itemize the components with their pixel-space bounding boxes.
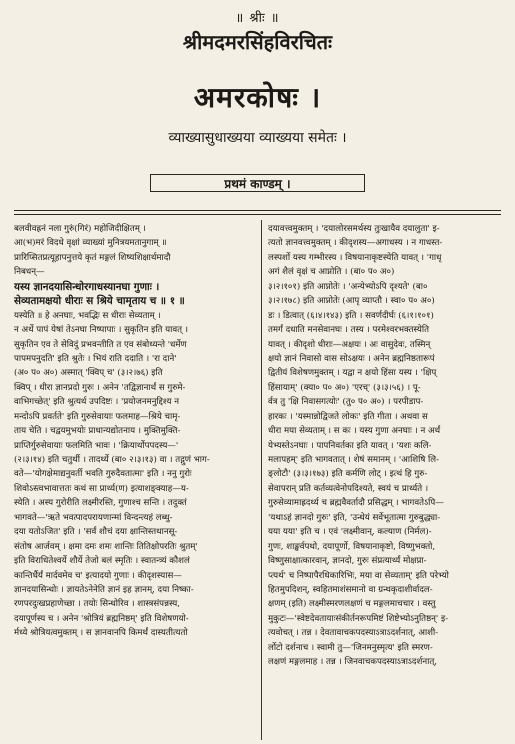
text-line: र्मध्ये श्रोत्रियत्वमुक्तम् । स ज्ञानवानपि किमर्थं दास्यतीत्यतो: [14, 628, 188, 639]
text-line: क्षयो ज्ञानं निवासो वास सोऽक्षयः । अनेन ब्रह्मनिष्ठतारूपं: [268, 353, 435, 364]
text-line: र्वत्र तु 'क्षि निवासगत्योः' (तु० प० अ०) । परपीडाप-: [268, 397, 424, 408]
text-line: लस्पर्शो यस्य गम्भीरस्य । विषयानाकृष्टस्येति यावत् । 'गाधृ: [268, 252, 442, 263]
text-line: त्यवोचत् । तन्न । देवतावाचकपदस्याऽत्राऽदर्शनात्, आशी-: [268, 628, 439, 639]
text-line: डः । डित्वात् (६।४।१४३) इति । सवर्णदीर्घः (६।१।१०१): [268, 310, 434, 321]
text-line: प्राप्तिर्गुरुसेवायाः फलमिति भावः । 'क्रियार्थोपपदस्य—': [14, 440, 179, 451]
text-line: हिंसायाम्' (क्या० प० अ०) 'एरच्' (३।३।५६) । पू-: [268, 382, 421, 393]
text-line: येभ्यस्तेऽनघाः । पापनिवर्तका इति यावत् । 'यशः कलि-: [268, 440, 432, 451]
text-line: विष्णुसाक्षात्कारवान्, ज्ञानदो, गुरुः संप्रत्यार्थ्यं मोक्षप्रा-: [268, 556, 427, 567]
text-line: न अर्थे पापं येषां तेऽनघा निष्पापाः । सुकृतिन इति यावत् ।: [14, 325, 189, 336]
text-line: हितमुपदिशन्, स्वहितमाशंसमानो वा ग्रन्थकृदाशीर्वादल-: [268, 584, 433, 595]
text-line: त्यतो ज्ञानवत्त्वमुक्तम् । कीदृशस्य—अगाधस्य । न गाधस्त-: [268, 238, 443, 249]
text-line: मलापहम्' इति भागवतात् । शेषं समानम् । 'आशिषि लि-: [268, 455, 440, 465]
text-line: गुरुसेव्यामाह्रदर्थ्य च ब्रह्मवैवर्तादौ प्रसिद्धम् । भागवतेऽपि—: [268, 498, 444, 509]
commentary-subtitle: व्याख्यासुधाख्यया व्याख्यया समेतः ।: [168, 130, 347, 146]
text-line: भागवते—'ऋते भवत्पादपरायणान्मां विन्दन्त्यहं लब्धु-: [14, 512, 173, 523]
text-line: हारकः । 'यस्मान्नोद्विजते लोकः' इति गीता । अथवा स: [268, 411, 428, 422]
text-line: वते—'योगक्षेमाद्यनुवर्ती भवति गुरुदैवतात्मा' इति । ननु गुरोः: [14, 469, 192, 480]
text-line: वाभिगच्छेत्' इति श्रुत्यर्थ उपदिष्टः । 'प्रयोजनमनुद्दिश्य न: [14, 397, 180, 408]
left-column: [14, 222, 253, 641]
text-line: यस्य ज्ञानदयासिन्धोरगाधस्यानघा गुणाः ।: [14, 280, 160, 293]
text-line: शिवोऽस्त्वभावात्ततः कथं सा प्रार्थ्य(ण) इत्याशङ्क्याह—य-: [14, 483, 189, 494]
header-rule-thin: [14, 214, 501, 215]
text-line: दयावत्त्वमुक्तम् । 'दयालोरसमर्थस्य तुःखायैव दयालुता' इ-: [268, 224, 440, 234]
text-line: निबधन्—: [14, 267, 45, 278]
text-line: यावत् । कीदृशो धीराः—अक्षयः । अः वासुदेवः, तस्मिन्: [268, 339, 431, 350]
text-line: बलवीवह्रनं नला गुरुं(गिरं) महोजिदीक्षितम् ।: [14, 224, 146, 234]
chapter-heading: [150, 170, 365, 196]
text-line: तमर्गं दधाति मनसेवानघः । तस्य । परमेश्वरभक्तस्येति: [268, 325, 429, 336]
text-line: पापमपनुदति' इति श्रुतेः । भियं राति ददाति । 'रा दाने': [14, 353, 177, 364]
column-divider: [261, 220, 262, 740]
text-line: द्वितीयं विशेषणमुक्तम् । यद्वा न क्षयो हिंसा यस्य । 'क्षिप्: [268, 368, 437, 379]
text-line: ङ्लोटौ' (३।३।१७३) इति कर्मणि लोट् । इत्थं हि गुरु-: [268, 469, 428, 480]
text-line: ज्ञानदयासिन्धोः । ज्ञायतेऽनेनेति ज्ञानं इह ज्ञानम्, दया निष्का-: [14, 584, 194, 595]
text-line: गुणः, शाङ्खर्वपथो, दयापूर्णो, विषयानाकृष्टो, विष्णुभक्तो,: [268, 541, 436, 552]
text-line: (२।३।१४) इति चतुर्थी । तादर्थ्ये (बा० २।३।१३) वा । तद्गुणं भाग-: [14, 455, 210, 465]
text-line: 'यथाऽहं ज्ञानदो गुरुः' इति, 'उन्धेयं सर्वेभूतात्मा गुरुबुद्ध्या-: [268, 512, 441, 523]
text-line: ३।२।१०१) इति आप्नोतेः । 'अन्येभ्योऽपि दृश्यते' (बा०: [268, 281, 428, 292]
right-column: [268, 222, 501, 670]
text-line: स्येति । अस्य गुरोरीति लक्ष्मीरस्ति, गुणाश्च सन्ति । तदुक्तं: [14, 498, 187, 509]
text-line: मुकुटः—'स्वेष्टदेवतायाःसंकीर्तनरूपमिष्टं शिष्टेभ्योऽनुतिष्ठन्' इ-: [268, 613, 449, 624]
text-line: मन्दोऽपि प्रवर्तते' इति गुरुसेवायाः फलमाह—श्रिये चामृ-: [14, 411, 181, 422]
text-line: अगं शैलं वृक्षं च आप्नोति । (बा० प० अ०): [268, 267, 395, 278]
text-line: सेवापरान् प्रति कर्तव्यत्वेनोपदिश्यते, स्वयं च प्रार्थ्यते ।: [268, 483, 429, 494]
author-title: श्रीमदमरसिंहविरचितः: [182, 30, 333, 54]
text-line: सेव्यतामक्षयो धीराः स श्रिये चामृताय च ॥ १ ॥: [14, 295, 185, 308]
text-line: ताय चेति । चद्वयमुभयोः प्राधान्यद्योतनाय । मुक्तिमुक्ति-: [14, 426, 181, 437]
text-line: रणपरदुःखप्रहाणेच्छा । तयोः सिन्धोरिव । शास्त्रसंपन्नस्य,: [14, 599, 181, 610]
text-line: दयापूर्णस्य च । अनेन 'श्रोत्रियं ब्रह्मनिष्ठम्' इति विशेषणयो-: [14, 613, 189, 624]
text-line: प्त्यर्थ' च निष्पापैरधिकारिभिः, मया वा सेव्यताम्' इति परेभ्यो: [268, 570, 449, 581]
text-line: ३।२।१७८) इति आप्नोतेः (आपृ व्याप्तौ । स्वा० प० अ०): [268, 296, 435, 307]
header-rule: [14, 210, 501, 211]
text-line: दया यतोऽजित' इति । 'सर्वं शौचं दया क्षान्तिस्तथानसू-: [14, 527, 178, 538]
text-line: यया यया' इति च । एवं 'लक्ष्मीवान्, कल्याण (निर्मल)-: [268, 527, 432, 538]
text-line: लक्षणं मङ्गलमाह । तन्न । जिनवाचकपदस्याऽत्राऽदर्शनात्,: [268, 657, 437, 668]
text-line: सुकृतिन एव ते सेविदुं प्रभवन्तीति त एव संबोध्यन्ते 'धर्मेण: [14, 339, 187, 350]
text-line: क्विप् । धीरा ज्ञानप्रदो गुरुः । अनेन 'तद्विज्ञानार्थं स गुरुमे-: [14, 382, 186, 393]
text-line: धीरा मया सेव्यताम् । स कः । यस्य गुणा अनघाः । न अर्थं: [268, 426, 441, 437]
chapter-heading-text: प्रथमं काण्डम् ।: [224, 177, 291, 191]
book-title: अमरकोषः ।: [193, 81, 322, 114]
text-line: यस्येति ॥ हे अनघाः, भवद्भिः स धीराः सेव्यताम् ।: [14, 310, 161, 321]
invocation: ॥ श्रीः ॥: [235, 11, 280, 26]
text-line: कान्तिर्धैर्यं मार्दवमेव च' इत्यादयो गुणाः । कीदृशस्यास—: [14, 570, 182, 581]
text-line: (अ० प० अ०) अस्मात् 'क्विप् च' (३।२।७६) इति: [14, 368, 163, 379]
text-line: इति विराधितेश्वर्ये शौर्ये तेजो बलं स्मृतिः । स्वातन्त्र्यं कौशलं: [14, 556, 190, 567]
text-line: क्षणम् (इति) लक्ष्मीस्मरणलक्षणं च मङ्गलमाचचार । वस्तु: [268, 599, 436, 610]
text-line: आ(भ)मरं विदधे वृक्षां व्याख्यां मुनित्रयमतानुगाम् ॥: [14, 238, 167, 249]
text-line: प्रारिप्सितप्रत्यूहापनुत्तये कृतं मङ्गलं शिष्यशिक्षार्थमादौ: [14, 252, 171, 263]
text-line: संतोष आर्जवम् । क्षमा दमः शमः शान्तिः तितिक्षोपरतिः श्रुतम्': [14, 541, 198, 552]
text-line: र्लोटो दर्शनाच । स्वामी तु—'जिनमनुस्मृत्य' इति स्मरण-: [268, 642, 433, 653]
